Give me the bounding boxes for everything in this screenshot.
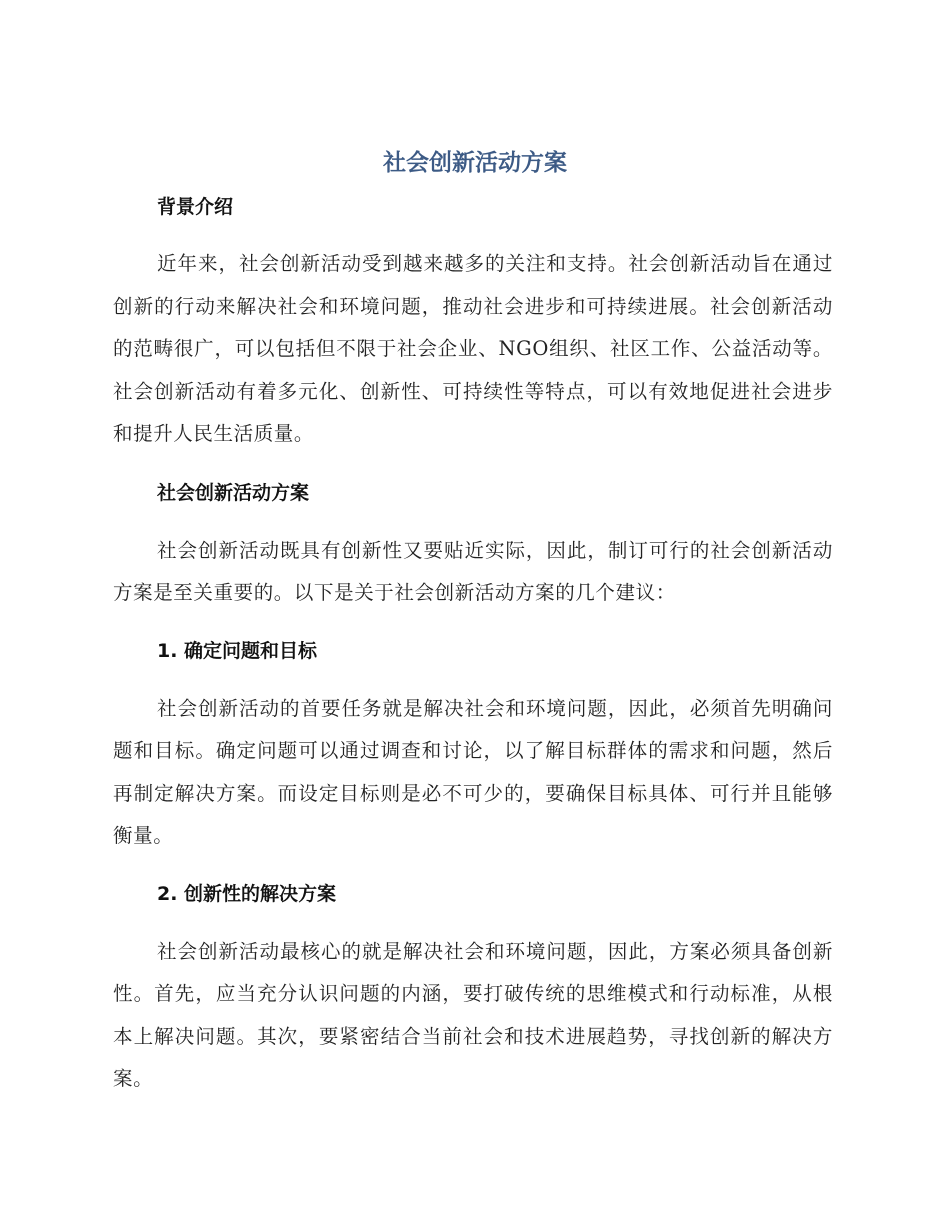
section-paragraph-background: 近年来，社会创新活动受到越来越多的关注和支持。社会创新活动旨在通过创新的行动来解决社会和环境问题，推动社会进步和可持续进展。社会创新活动的范畴很广，可以包括但不限于社会企业、NGO组织、社区工作、公益活动等。社会创新活动有着多元化、创新性、可持续性等特点，可以有效地促进社会进步和提升人民生活质量。: [113, 252, 833, 445]
section-heading-background: 背景介绍: [157, 196, 234, 218]
document-title: 社会创新活动方案: [383, 150, 567, 176]
section-heading-problems-goals: 1. 确定问题和目标: [157, 639, 318, 662]
section-paragraph-problems-goals: 社会创新活动的首要任务就是解决社会和环境问题，因此，必须首先明确问题和目标。确定问题可以通过调查和讨论，以了解目标群体的需求和问题，然后再制定解决方案。而设定目标则是必不可少的，要确保目标具体、可行并且能够衡量。: [113, 696, 833, 847]
section-paragraph-innovative-solutions: 社会创新活动最核心的就是解决社会和环境问题，因此，方案必须具备创新性。首先，应当充分认识问题的内涵，要打破传统的思维模式和行动标准，从根本上解决问题。其次，要紧密结合当前社会和技术进展趋势，寻找创新的解决方案。: [113, 939, 833, 1090]
section-heading-plan: 社会创新活动方案: [157, 481, 310, 504]
document-body: [113, 190, 833, 1101]
section-heading-innovative-solutions: 2. 创新性的解决方案: [157, 882, 337, 905]
section-paragraph-plan: 社会创新活动既具有创新性又要贴近实际，因此，制订可行的社会创新活动方案是至关重要的。以下是关于社会创新活动方案的几个建议：: [113, 538, 833, 604]
